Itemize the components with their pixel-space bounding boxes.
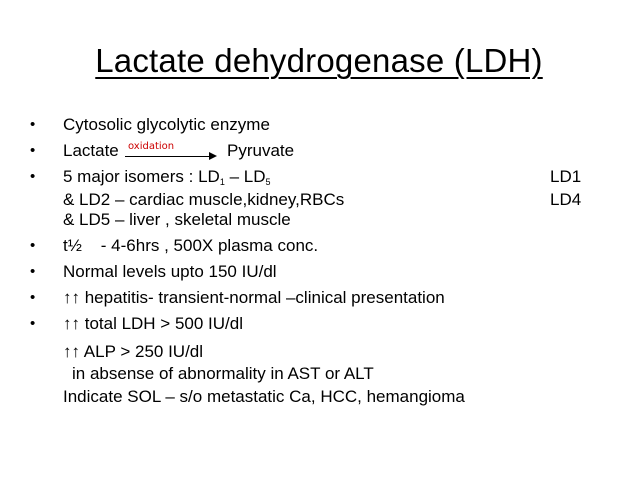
line-alp: ↑↑ ALP > 250 IU/dl xyxy=(63,342,204,361)
isomers-text: 5 major isomers : LD xyxy=(63,167,220,186)
line-ld5: & LD5 – liver , skeletal muscle xyxy=(63,210,291,229)
line-isomers xyxy=(63,167,271,192)
ld1-label: LD1 xyxy=(550,167,582,186)
line-normal-levels: Normal levels upto 150 IU/dl xyxy=(63,262,277,281)
line-pyruvate: Pyruvate xyxy=(227,141,295,160)
line-absense: in absense of abnormality in AST or ALT xyxy=(72,364,374,383)
slide-title: Lactate dehydrogenase (LDH) xyxy=(95,42,543,79)
line-lactate: Lactate xyxy=(63,141,119,160)
line-indicate-sol: Indicate SOL – s/o metastatic Ca, HCC, hemangioma xyxy=(63,387,465,406)
bullet-dot: • xyxy=(30,237,36,254)
arrow-shaft xyxy=(125,156,211,157)
oxidation-arrow xyxy=(125,137,217,159)
isomers-dash: – LD xyxy=(224,167,266,186)
bullet-dot: • xyxy=(30,142,36,159)
line-hepatitis: ↑↑ hepatitis- transient-normal –clinical presentation xyxy=(63,288,445,307)
line-total-ldh: ↑↑ total LDH > 500 IU/dl xyxy=(63,314,244,333)
bullet-dot: • xyxy=(30,263,36,280)
line-ld2: & LD2 – cardiac muscle,kidney,RBCs xyxy=(63,190,345,209)
ld4-label: LD4 xyxy=(550,190,582,209)
bullet-dot: • xyxy=(30,168,36,185)
line-half-life: t½ - 4-6hrs , 500X plasma conc. xyxy=(63,236,319,255)
arrow-head-icon xyxy=(209,152,217,160)
oxidation-label: oxidation xyxy=(128,141,175,152)
line-cytosolic: Cytosolic glycolytic enzyme xyxy=(63,115,270,134)
bullet-dot: • xyxy=(30,315,36,332)
bullet-dot: • xyxy=(30,116,36,133)
isomer-sub-5: 5 xyxy=(265,177,271,187)
bullet-dot: • xyxy=(30,289,36,306)
isomer-sub-1: 1 xyxy=(219,177,225,187)
